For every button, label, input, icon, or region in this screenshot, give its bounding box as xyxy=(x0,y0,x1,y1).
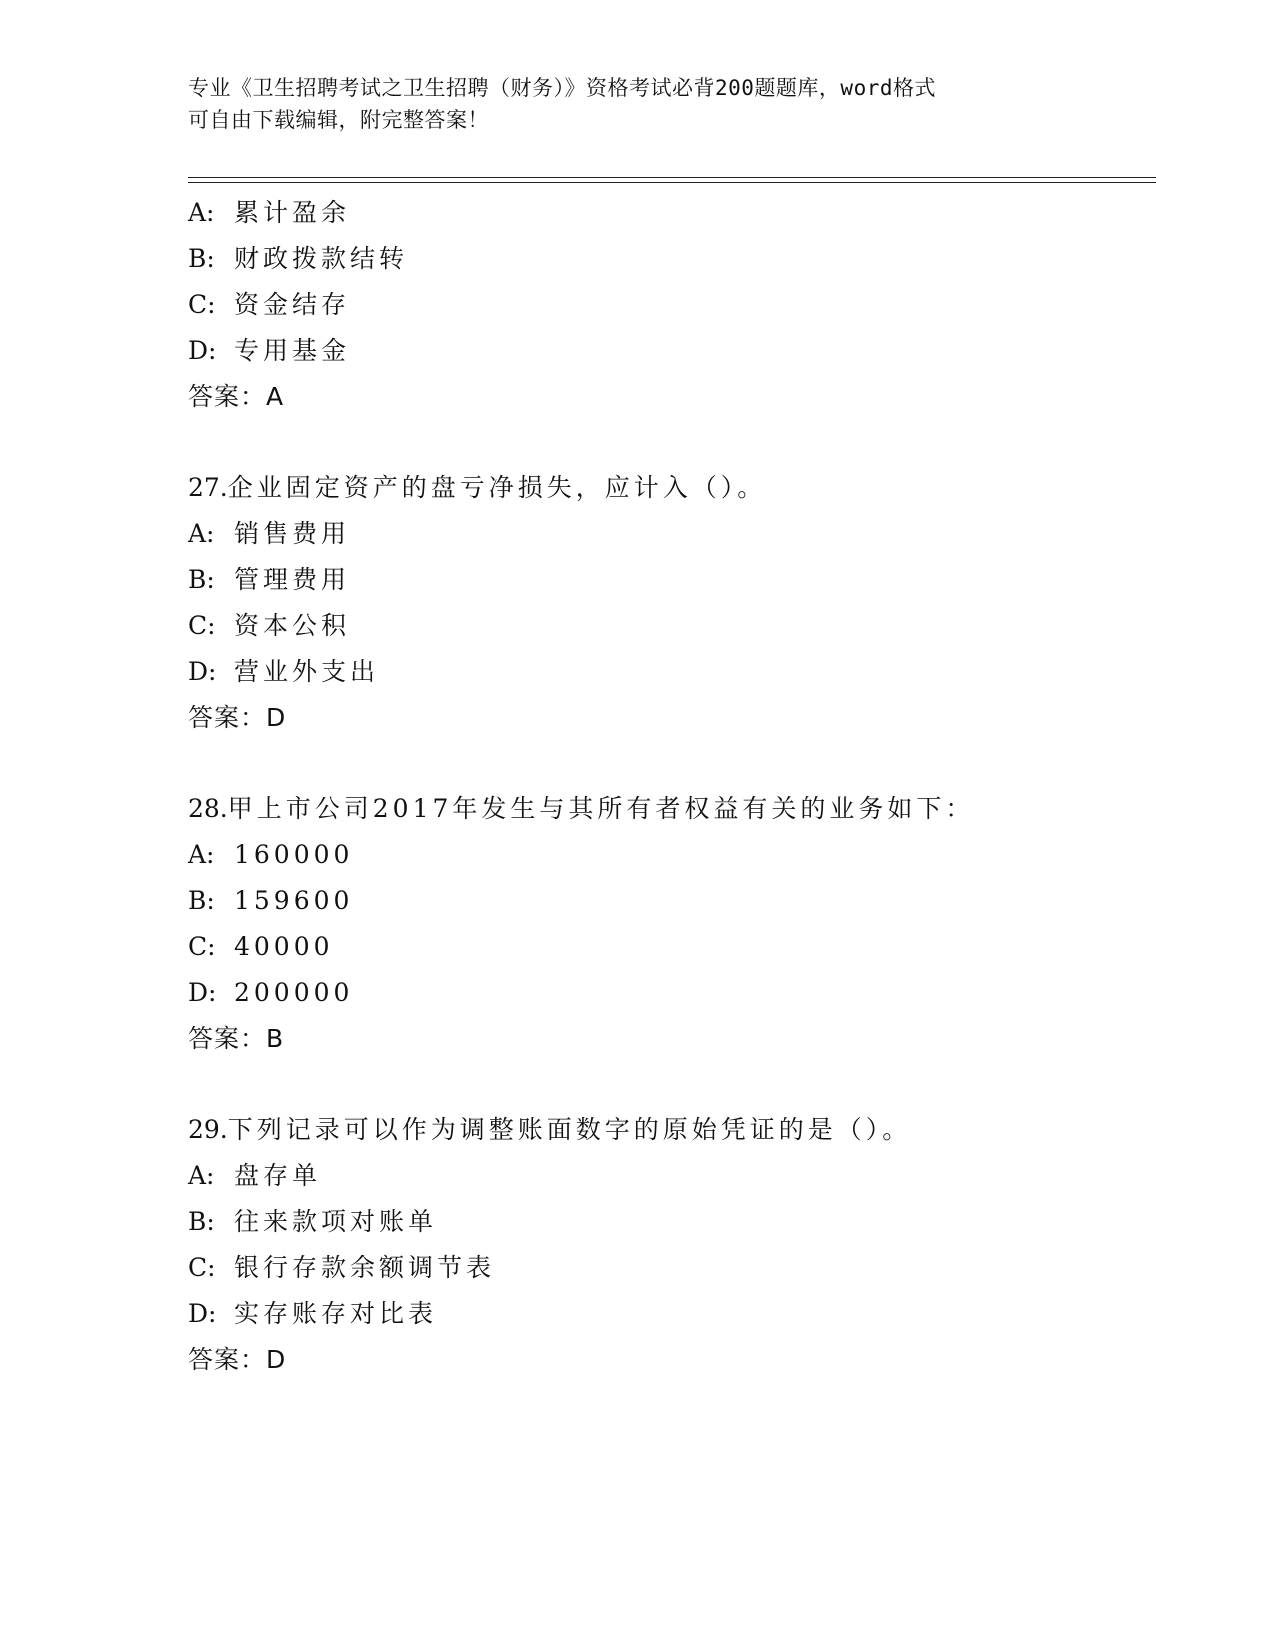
question-text: 企业固定资产的盘亏净损失，应计入（）。 xyxy=(227,473,767,502)
option-label: A: xyxy=(188,519,215,548)
option-text: 159600 xyxy=(234,886,354,915)
option-text: 专用基金 xyxy=(234,336,351,365)
question-number: 28. xyxy=(188,794,228,823)
option-text: 盘存单 xyxy=(234,1161,322,1190)
option-text: 40000 xyxy=(234,932,334,961)
option-text: 银行存款余额调节表 xyxy=(234,1253,496,1282)
option-label: A: xyxy=(188,198,215,227)
option-label: B: xyxy=(188,886,215,915)
header-title-line-1: 专业《卫生招聘考试之卫生招聘（财务）》资格考试必背200题题库，word格式 xyxy=(188,76,936,100)
option-label: B: xyxy=(188,244,215,273)
question-number: 29. xyxy=(188,1115,228,1144)
question-number: 27. xyxy=(188,473,228,502)
header-title-line-2: 可自由下载编辑，附完整答案！ xyxy=(188,108,489,132)
option-c xyxy=(188,282,1156,328)
answer-line: 答案：B xyxy=(188,1024,285,1053)
option-b xyxy=(188,557,1156,603)
option-label: A: xyxy=(188,1161,215,1190)
option-label: D: xyxy=(188,1299,217,1328)
question-text: 下列记录可以作为调整账面数字的原始凭证的是（）。 xyxy=(227,1115,912,1144)
option-text: 资本公积 xyxy=(234,611,351,640)
option-label: B: xyxy=(188,565,215,594)
option-c xyxy=(188,603,1156,649)
option-b xyxy=(188,1199,1156,1245)
option-label: D: xyxy=(188,978,217,1007)
question-list xyxy=(188,190,1156,1383)
option-label: C: xyxy=(188,290,216,319)
question-stem xyxy=(188,1107,1156,1153)
option-a xyxy=(188,1153,1156,1199)
option-label: D: xyxy=(188,657,217,686)
answer-line: 答案：D xyxy=(188,1345,287,1374)
option-d xyxy=(188,328,1156,374)
option-a xyxy=(188,190,1156,236)
option-label: B: xyxy=(188,1207,215,1236)
question-block-29 xyxy=(188,1107,1156,1383)
option-a xyxy=(188,511,1156,557)
document-header xyxy=(188,72,1068,136)
spacer xyxy=(188,420,1156,465)
option-label: A: xyxy=(188,840,215,869)
spacer xyxy=(188,1062,1156,1107)
option-text: 销售费用 xyxy=(234,519,351,548)
option-label: C: xyxy=(188,611,216,640)
spacer xyxy=(188,741,1156,786)
option-b xyxy=(188,878,1156,924)
option-text: 累计盈余 xyxy=(234,198,351,227)
option-text: 资金结存 xyxy=(234,290,351,319)
option-a xyxy=(188,832,1156,878)
option-b xyxy=(188,236,1156,282)
option-text: 实存账存对比表 xyxy=(234,1299,438,1328)
question-block-28 xyxy=(188,786,1156,1062)
option-text: 200000 xyxy=(234,978,354,1007)
option-c xyxy=(188,924,1156,970)
option-d xyxy=(188,649,1156,695)
option-label: C: xyxy=(188,932,216,961)
option-text: 往来款项对账单 xyxy=(234,1207,438,1236)
option-label: D: xyxy=(188,336,217,365)
option-d xyxy=(188,1291,1156,1337)
option-c xyxy=(188,1245,1156,1291)
option-label: C: xyxy=(188,1253,216,1282)
answer-line: 答案：A xyxy=(188,382,285,411)
option-text: 营业外支出 xyxy=(234,657,380,686)
answer-line: 答案：D xyxy=(188,703,287,732)
question-stem xyxy=(188,786,1156,832)
question-stem xyxy=(188,465,1156,511)
option-text: 管理费用 xyxy=(234,565,351,594)
question-block-continued xyxy=(188,190,1156,420)
option-text: 财政拨款结转 xyxy=(234,244,409,273)
question-text: 甲上市公司2017年发生与其所有者权益有关的业务如下： xyxy=(227,794,975,823)
header-divider-bottom xyxy=(188,182,1156,183)
question-block-27 xyxy=(188,465,1156,741)
option-d xyxy=(188,970,1156,1016)
header-divider-top xyxy=(188,177,1156,178)
option-text: 160000 xyxy=(234,840,354,869)
